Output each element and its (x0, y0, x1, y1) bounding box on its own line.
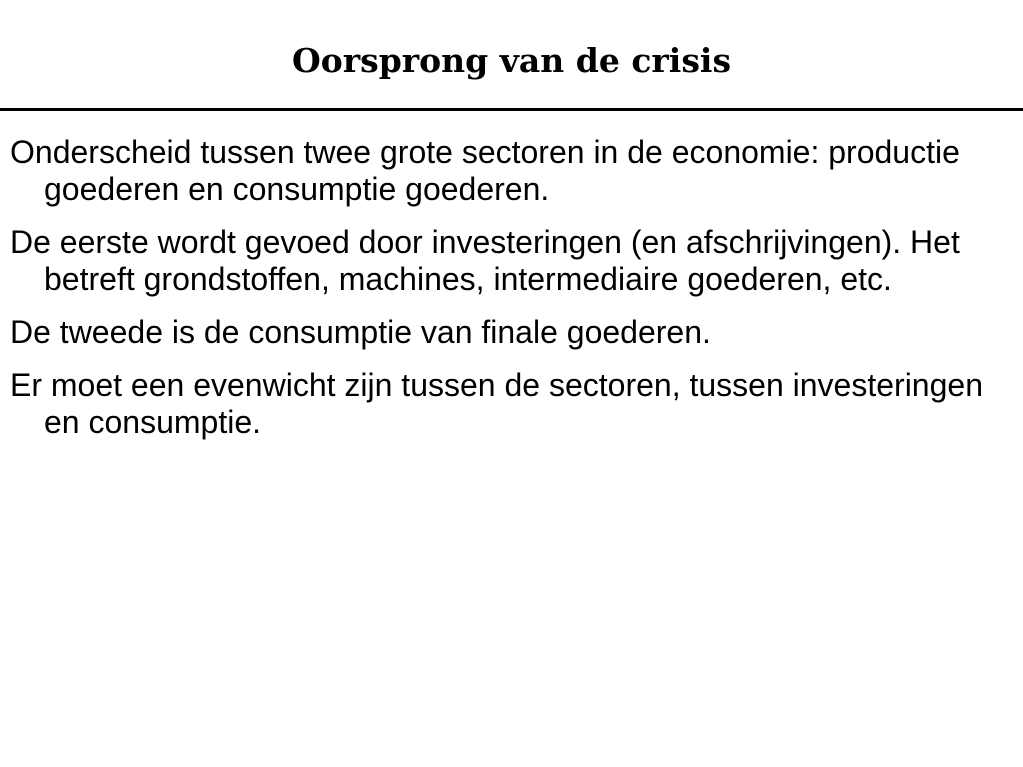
paragraph-2: De eerste wordt gevoed door investeringen (en afschrijvingen). Het betreft grondstoffen, machines, intermediaire goederen, etc. (10, 224, 960, 297)
slide-body (10, 134, 1013, 457)
paragraph-1: Onderscheid tussen twee grote sectoren in de economie: productie goederen en consumptie goederen. (10, 134, 960, 207)
paragraph-3: De tweede is de consumptie van finale goederen. (10, 314, 711, 350)
title-divider (0, 108, 1023, 111)
paragraph-4: Er moet een evenwicht zijn tussen de sectoren, tussen investeringen en consumptie. (10, 367, 983, 440)
slide-title: Oorsprong van de crisis (291, 41, 732, 80)
